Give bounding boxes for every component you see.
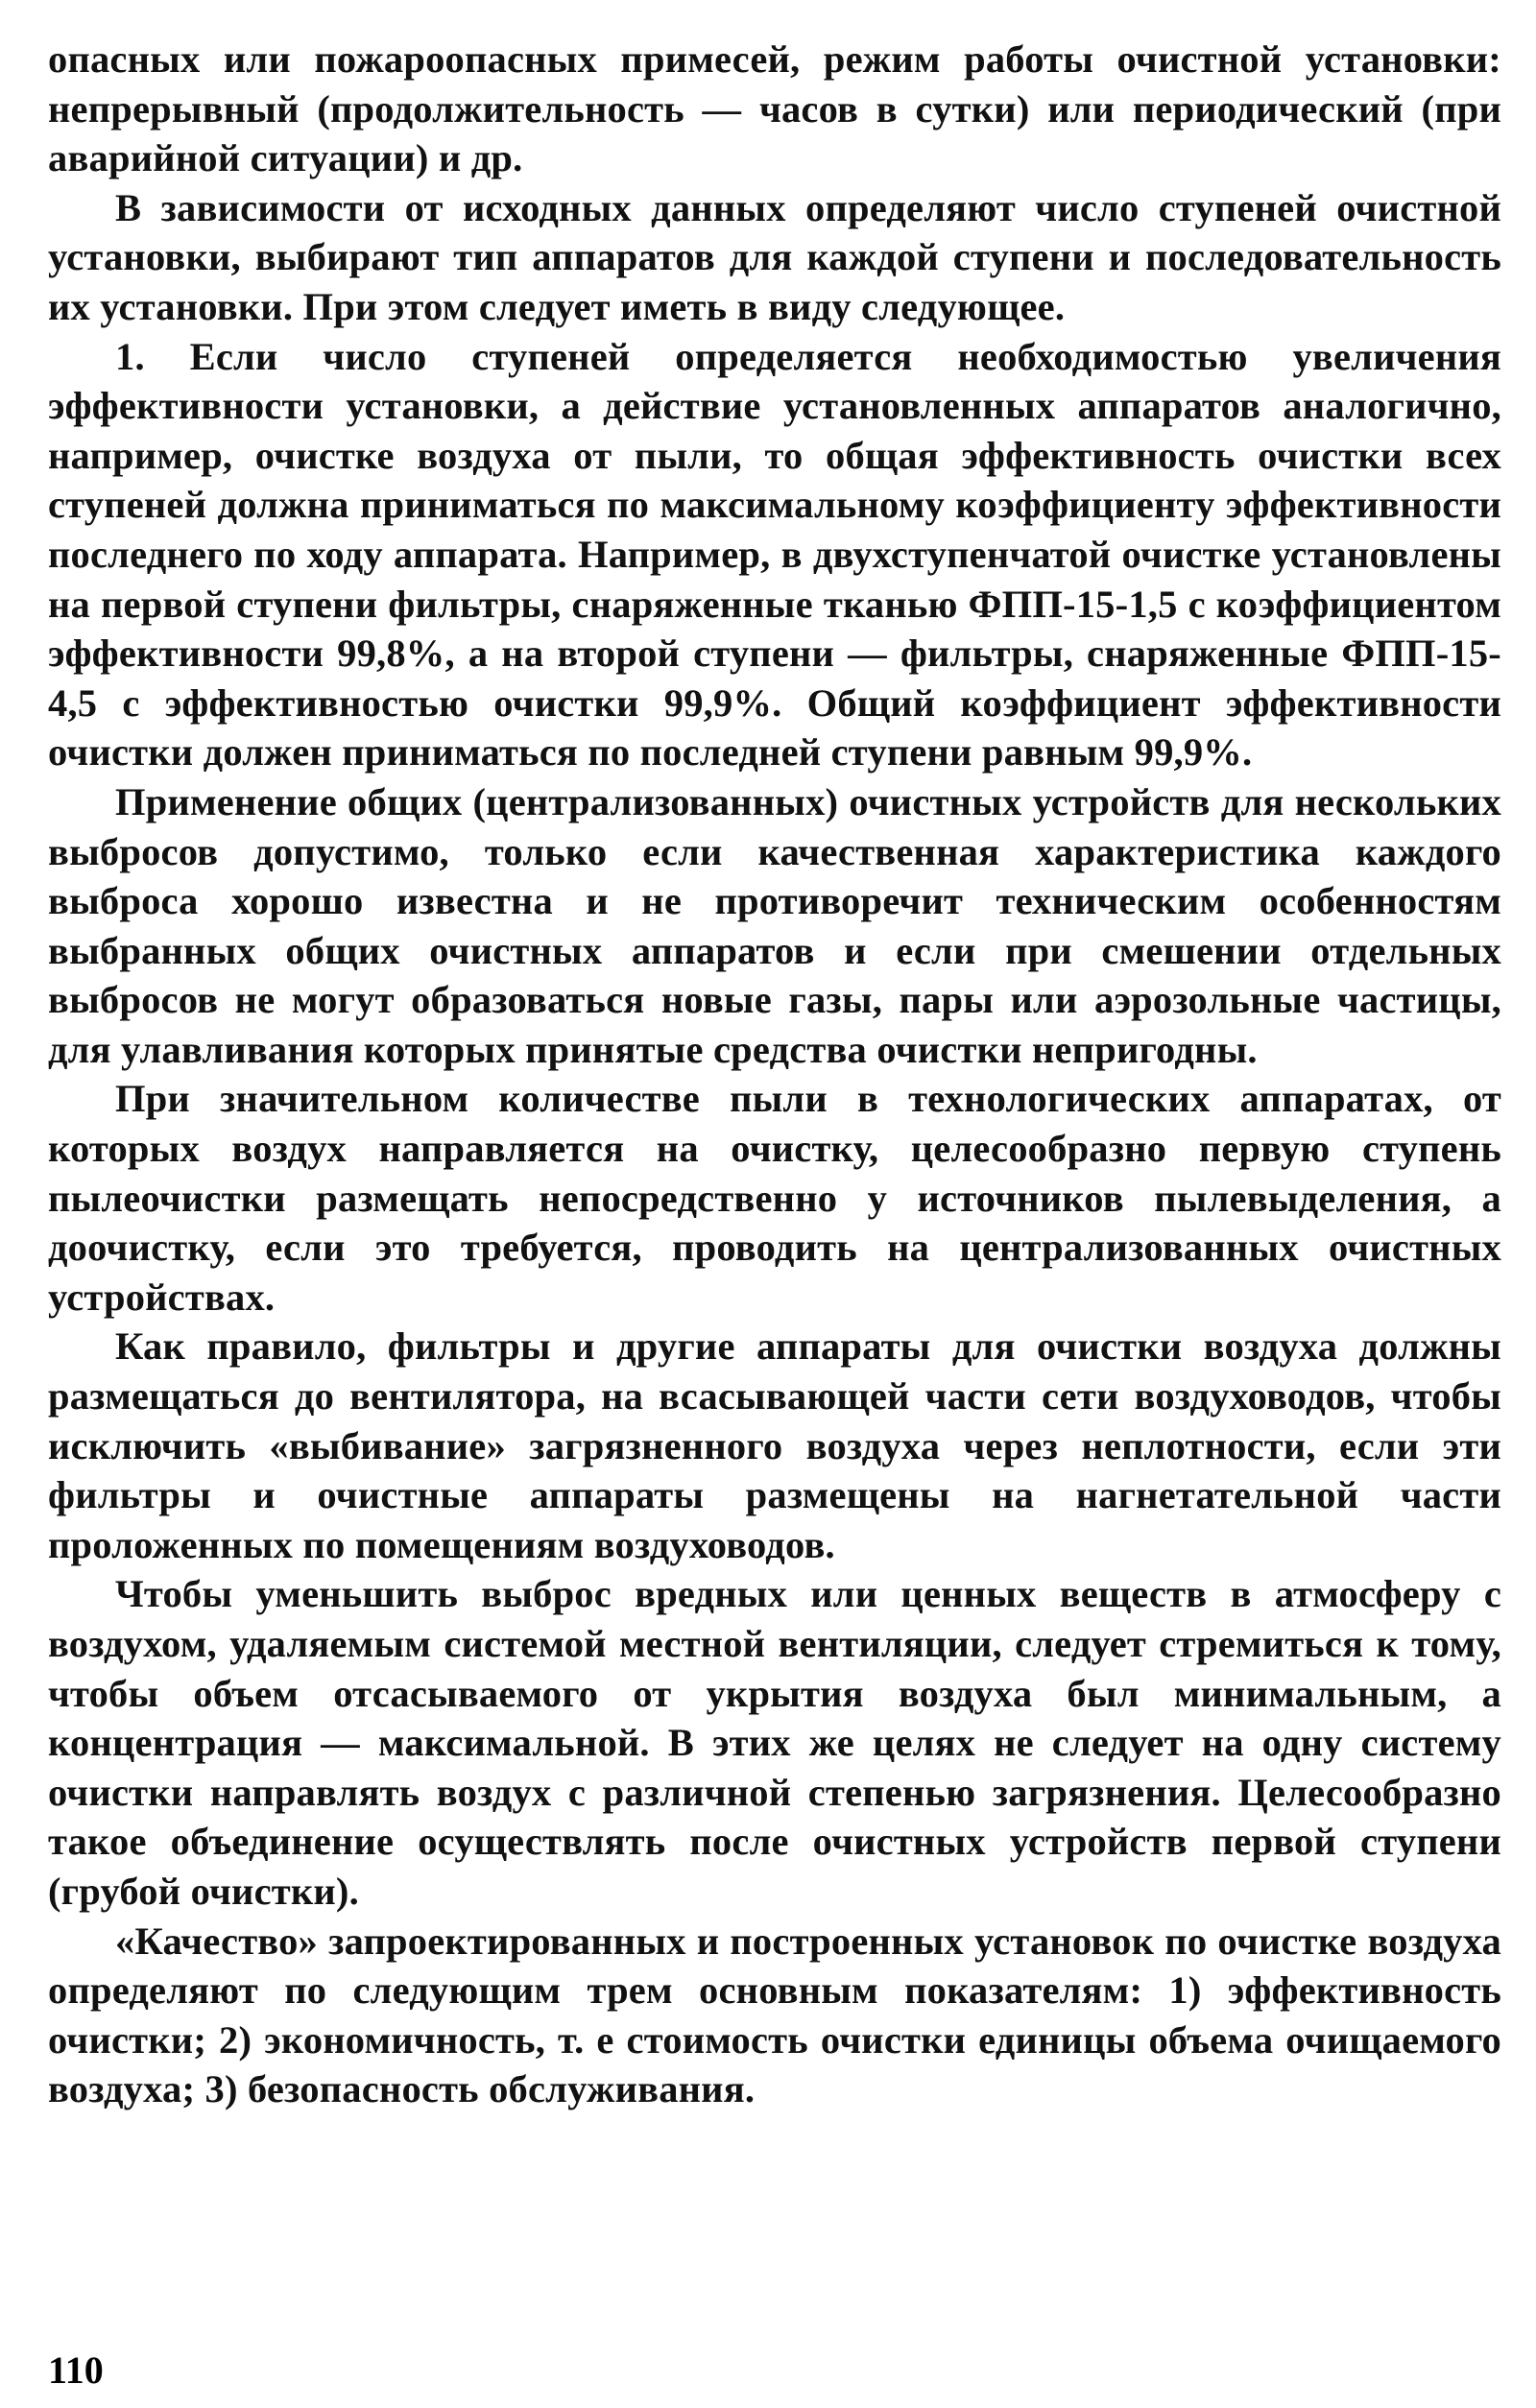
paragraph-centralized-devices: Применение общих (централизованных) очистных устройств для нескольких выбросов допустимо, только если качественная характеристика каждого выброса хорошо известна и не противоречит техническим особенностям выбранных общих очистных аппаратов и если при смешении отдельных выбросов не могут образоваться новые газы, пары или аэрозольные частицы, для улавливания которых принятые средства очистки непригодны. xyxy=(48,779,1501,1071)
paragraph-dust-sources: При значительном количестве пыли в технологических аппаратах, от которых воздух направляется на очистку, целесообразно первую ступень пылеочистки размещать непосредственно у источников пылевыделения, а доочистку, если это требуется, проводить на централизованных очистных устройствах. xyxy=(48,1077,1501,1319)
paragraph-filter-placement: Как правило, фильтры и другие аппараты для очистки воздуха должны размещаться до вентилятора, на всасывающей части сети воздуховодов, чтобы исключить «выбивание» загрязненного воздуха через неплотности, если эти фильтры и очистные аппараты размещены на нагнетательной части проложенных по помещениям воздуховодов. xyxy=(48,1324,1501,1566)
page-number: 110 xyxy=(48,2348,104,2392)
paragraph-stages-intro: В зависимости от исходных данных определяют число ступеней очистной установки, выбирают тип аппаратов для каждой ступени и последовательность их установки. При этом следует иметь в виду следующее. xyxy=(48,185,1501,328)
paragraph-quality-indicators: «Качество» запроектированных и построенных установок по очистке воздуха определяют по следующим трем основным показателям: 1) эффективность очистки; 2) экономичность, т. е стоимость очистки единицы объема очищаемого воздуха; 3) безопасность обслуживания. xyxy=(48,1919,1501,2111)
paragraph-rule-1: 1. Если число ступеней определяется необходимостью увеличения эффективности установки, а действие установленных аппаратов аналогично, например, очистке воздуха от пыли, то общая эффективность очистки всех ступеней должна приниматься по максимальному коэффициенту эффективности последнего по ходу аппарата. Например, в двухступенчатой очистке установлены на первой ступени фильтры, снаряженные тканью ФПП-15-1,5 с коэффициентом эффективности 99,8%, а на второй ступени — фильтры, снаряженные ФПП-15-4,5 с эффективностью очистки 99,9%. Общий коэффициент эффективности очистки должен приниматься по последней ступени равным 99,9%. xyxy=(48,334,1501,775)
paragraph-emission-reduction: Чтобы уменьшить выброс вредных или ценных веществ в атмосферу с воздухом, удаляемым системой местной вентиляции, следует стремиться к тому, чтобы объем отсасываемого от укрытия воздуха был минимальным, а концентрация — максимальной. В этих же целях не следует на одну систему очистки направлять воздух с различной степенью загрязнения. Целесообразно такое объединение осуществлять после очистных устройств первой ступени (грубой очистки). xyxy=(48,1572,1501,1913)
paragraph-continuation: опасных или пожароопасных примесей, режим работы очистной установки: непрерывный (продолжительность — часов в сутки) или периодический (при аварийной ситуации) и др. xyxy=(48,37,1501,180)
